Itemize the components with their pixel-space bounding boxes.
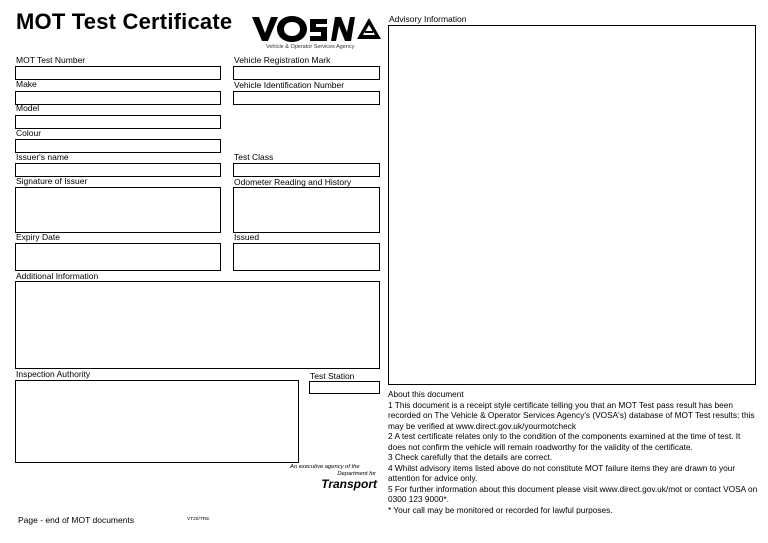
signature-field[interactable] bbox=[15, 187, 221, 233]
dft-department-line: Department for bbox=[337, 471, 376, 477]
test-station-label: Test Station bbox=[310, 371, 355, 381]
page-title: MOT Test Certificate bbox=[16, 9, 233, 34]
colour-label: Colour bbox=[16, 128, 42, 138]
about-section bbox=[388, 389, 758, 515]
vin-label: Vehicle Identification Number bbox=[234, 80, 345, 90]
expiry-date-label: Expiry Date bbox=[16, 232, 60, 242]
about-line-5: 5 For further information about this document please visit www.direct.gov.uk/mot or contact VOSA on 0300 123 9000*. bbox=[388, 483, 758, 504]
about-line-1: 1 This document is a receipt style certificate telling you that an MOT Test pass result has been recorded on The Vehicle & Operator Services Agency's (VOSA's) database of MOT Test results; this may be verified at www.direct.gov.uk/yourmotcheck bbox=[388, 399, 755, 431]
make-field[interactable] bbox=[15, 91, 221, 105]
additional-information-field[interactable] bbox=[15, 281, 380, 369]
issuers-name-field[interactable] bbox=[15, 163, 221, 177]
make-label: Make bbox=[16, 79, 37, 89]
test-class-field[interactable] bbox=[233, 163, 380, 177]
colour-field[interactable] bbox=[15, 139, 221, 153]
inspection-authority-label: Inspection Authority bbox=[16, 369, 91, 379]
vin-field[interactable] bbox=[233, 91, 380, 105]
test-class-label: Test Class bbox=[234, 152, 274, 162]
expiry-date-field[interactable] bbox=[15, 243, 221, 271]
vosa-subtitle: Vehicle & Operator Services Agency bbox=[266, 44, 355, 50]
odometer-label: Odometer Reading and History bbox=[234, 177, 352, 187]
odometer-field[interactable] bbox=[233, 187, 380, 233]
vrm-label: Vehicle Registration Mark bbox=[234, 55, 331, 65]
additional-information-label: Additional Information bbox=[16, 271, 99, 281]
about-heading: About this document bbox=[388, 389, 464, 399]
signature-label: Signature of Issuer bbox=[16, 176, 88, 186]
advisory-information-field[interactable] bbox=[388, 25, 756, 385]
mot-test-number-field[interactable] bbox=[15, 66, 221, 80]
issued-field[interactable] bbox=[233, 243, 380, 271]
footer-page-text: Page - end of MOT documents bbox=[18, 515, 135, 525]
vosa-logo bbox=[252, 14, 382, 44]
vrm-field[interactable] bbox=[233, 66, 380, 80]
advisory-information-label: Advisory Information bbox=[389, 14, 467, 24]
inspection-authority-field[interactable] bbox=[15, 380, 299, 463]
test-station-field[interactable] bbox=[309, 381, 380, 394]
footer-form-code: VT20/TRE bbox=[187, 517, 210, 522]
dft-agency-line: An executive agency of the bbox=[290, 464, 360, 470]
about-line-6: * Your call may be monitored or recorded for lawful purposes. bbox=[388, 504, 613, 515]
issuers-name-label: Issuer's name bbox=[16, 152, 69, 162]
about-line-2: 2 A test certificate relates only to the condition of the components examined at the time of test. It does not confirm the vehicle will remain roadworthy for the validity of the certificate. bbox=[388, 431, 741, 452]
issued-label: Issued bbox=[234, 232, 260, 242]
about-line-4: 4 Whilst advisory items listed above do not constitute MOT failure items they are drawn to your attention for advice only. bbox=[388, 462, 736, 483]
model-field[interactable] bbox=[15, 115, 221, 129]
mot-test-number-label: MOT Test Number bbox=[16, 55, 86, 65]
model-label: Model bbox=[16, 103, 40, 113]
about-line-3: 3 Check carefully that the details are correct. bbox=[388, 452, 553, 462]
dft-transport-logo: Transport bbox=[321, 477, 377, 491]
